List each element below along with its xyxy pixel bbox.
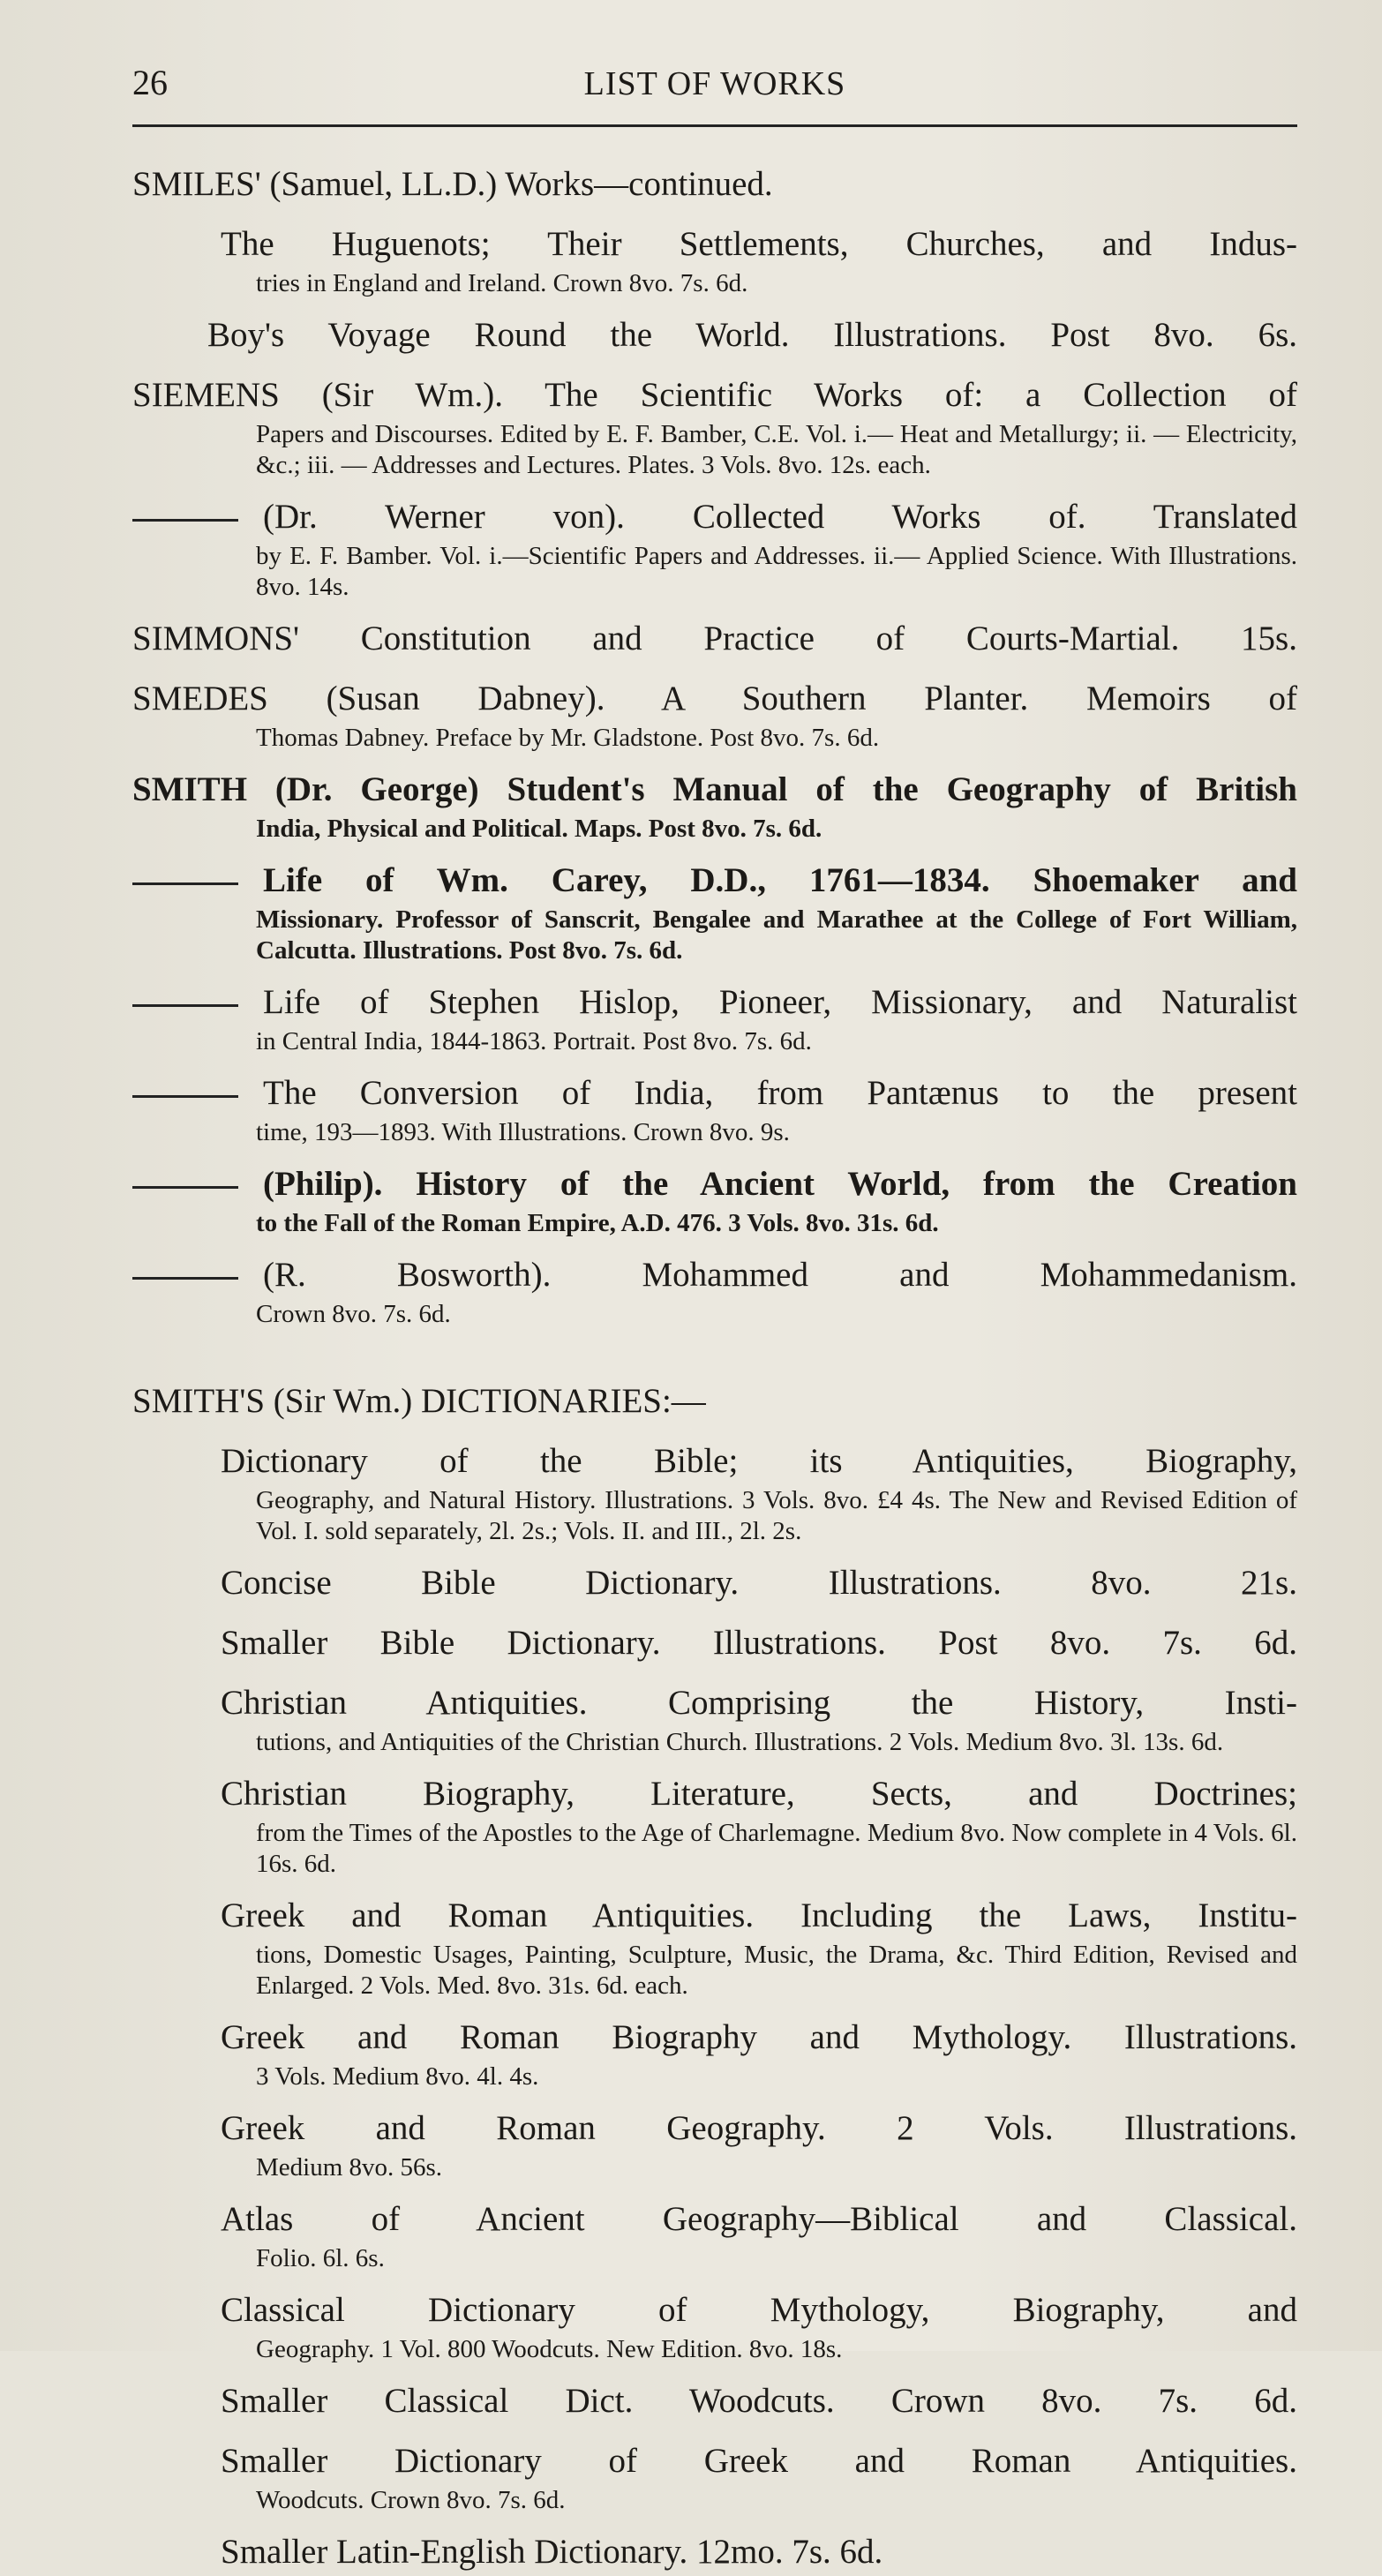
list-entry (132, 1251, 1297, 1330)
list-entry (132, 1619, 1297, 1667)
list-entry (132, 221, 1297, 299)
list-entry (132, 2105, 1297, 2183)
list-entry (132, 493, 1297, 603)
entry-heading: Boy's Voyage Round the World. Illustrations. Post 8vo. 6s. (207, 316, 1297, 354)
list-entry (132, 1770, 1297, 1880)
list-entry (132, 675, 1297, 754)
list-entry (132, 857, 1297, 966)
entry-detail: to the Fall of the Roman Empire, A.D. 476. 3 Vols. 8vo. 31s. 6d. (256, 1209, 939, 1237)
entry-heading: SIMMONS' Constitution and Practice of Courts-Martial. 15s. (132, 620, 1297, 657)
entry-heading (132, 1251, 1297, 1299)
entry-heading-text: (R. Bosworth). Mohammed and Mohammedanism. (263, 1256, 1297, 1294)
entry-heading (132, 1070, 1297, 1117)
list-entry (132, 615, 1297, 663)
list-entry (132, 1070, 1297, 1148)
entry-heading: Smaller Dictionary of Greek and Roman Antiquities. (221, 2442, 1297, 2480)
entry-detail: tutions, and Antiquities of the Christian Church. Illustrations. 2 Vols. Medium 8vo. 3l. 13s. 6d. (256, 1728, 1224, 1756)
list-entry (132, 2528, 1297, 2576)
entry-detail: Woodcuts. Crown 8vo. 7s. 6d. (256, 2486, 566, 2514)
entry-heading: Smaller Bible Dictionary. Illustrations. Post 8vo. 7s. 6d. (221, 1624, 1297, 1662)
entry-heading: Concise Bible Dictionary. Illustrations. 8vo. 21s. (221, 1564, 1297, 1602)
entry-detail: India, Physical and Political. Maps. Post 8vo. 7s. 6d. (256, 815, 822, 843)
entry-detail: 3 Vols. Medium 8vo. 4l. 4s. (256, 2062, 539, 2091)
ditto-dash (132, 519, 238, 522)
entry-detail: tions, Domestic Usages, Painting, Sculpture, Music, the Drama, &c. Third Edition, Revised and Enlarged. 2 Vols. Med. 8vo. 31s. 6d. each. (256, 1941, 1297, 2000)
list-entry (132, 1679, 1297, 1758)
list-entry (132, 979, 1297, 1057)
entry-detail: Crown 8vo. 7s. 6d. (256, 1300, 451, 1328)
ditto-dash (132, 1095, 238, 1098)
list-entry (132, 1892, 1297, 2001)
entry-heading: Atlas of Ancient Geography—Biblical and Classical. (221, 2200, 1297, 2238)
list-entry (132, 161, 1297, 208)
page-number: 26 (132, 63, 168, 102)
entry-heading: Smaller Classical Dict. Woodcuts. Crown 8vo. 7s. 6d. (221, 2382, 1297, 2420)
section-gap (132, 1342, 1297, 1378)
entry-heading: SMILES' (Samuel, LL.D.) Works—continued. (132, 165, 773, 203)
entry-detail: Geography. 1 Vol. 800 Woodcuts. New Edition. 8vo. 18s. (256, 2335, 843, 2363)
entry-heading-text: The Conversion of India, from Pantænus to the present (263, 1074, 1297, 1112)
ditto-dash (132, 1186, 238, 1189)
entry-heading: Greek and Roman Antiquities. Including the Laws, Institu- (221, 1896, 1297, 1934)
entry-heading-text: (Philip). History of the Ancient World, from the Creation (263, 1165, 1297, 1203)
entry-detail: Missionary. Professor of Sanscrit, Bengalee and Marathee at the College of Fort William, Calcutta. Illustrations. Post 8vo. 7s. 6d. (256, 905, 1297, 965)
entry-detail: in Central India, 1844-1863. Portrait. Post 8vo. 7s. 6d. (256, 1027, 812, 1055)
entry-heading: The Huguenots; Their Settlements, Churches, and Indus- (221, 225, 1297, 263)
list-entry (132, 1559, 1297, 1607)
list-entry (132, 2437, 1297, 2516)
entry-heading: SMEDES (Susan Dabney). A Southern Planter. Memoirs of (132, 680, 1297, 717)
entry-heading: Greek and Roman Geography. 2 Vols. Illustrations. (221, 2109, 1297, 2147)
entry-heading: Dictionary of the Bible; its Antiquities, Biography, (221, 1442, 1297, 1480)
list-entry (132, 2377, 1297, 2425)
entry-detail: tries in England and Ireland. Crown 8vo. 7s. 6d. (256, 269, 748, 297)
entry-heading (132, 493, 1297, 541)
entry-detail: Medium 8vo. 56s. (256, 2153, 443, 2182)
ditto-dash (132, 882, 238, 885)
entry-detail: time, 193—1893. With Illustrations. Crown 8vo. 9s. (256, 1118, 790, 1146)
works-list (132, 161, 1297, 2576)
entry-heading: SMITH (Dr. George) Student's Manual of the Geography of British (132, 770, 1297, 808)
list-entry (132, 766, 1297, 845)
page-header (132, 62, 1297, 127)
entry-heading-text: Life of Stephen Hislop, Pioneer, Missionary, and Naturalist (263, 983, 1297, 1021)
entry-heading: Greek and Roman Biography and Mythology. Illustrations. (221, 2018, 1297, 2056)
entry-detail: by E. F. Bamber. Vol. i.—Scientific Papers and Addresses. ii.— Applied Science. With Illustrations. 8vo. 14s. (256, 542, 1297, 601)
entry-heading-text: (Dr. Werner von). Collected Works of. Translated (263, 498, 1297, 536)
entry-heading (132, 857, 1297, 905)
list-entry (132, 372, 1297, 481)
entry-heading: SMITH'S (Sir Wm.) DICTIONARIES:— (132, 1382, 706, 1420)
list-entry (132, 1378, 1297, 1425)
list-entry (132, 2014, 1297, 2092)
entry-heading (132, 1160, 1297, 1208)
entry-heading: SIEMENS (Sir Wm.). The Scientific Works of: a Collection of (132, 376, 1297, 414)
list-entry (132, 312, 1297, 359)
list-entry (132, 1160, 1297, 1239)
list-entry (132, 2196, 1297, 2274)
ditto-dash (132, 1004, 238, 1007)
list-entry (132, 1438, 1297, 1547)
ditto-dash (132, 1277, 238, 1280)
list-entry (132, 2287, 1297, 2365)
entry-detail: from the Times of the Apostles to the Age of Charlemagne. Medium 8vo. Now complete in 4 Vols. 6l. 16s. 6d. (256, 1819, 1297, 1878)
entry-heading: Christian Biography, Literature, Sects, and Doctrines; (221, 1775, 1297, 1813)
entry-heading: Smaller Latin-English Dictionary. 12mo. 7s. 6d. (221, 2533, 883, 2571)
page-title: LIST OF WORKS (583, 65, 846, 102)
entry-detail: Thomas Dabney. Preface by Mr. Gladstone. Post 8vo. 7s. 6d. (256, 724, 880, 752)
entry-detail: Papers and Discourses. Edited by E. F. Bamber, C.E. Vol. i.— Heat and Metallurgy; ii. — Electricity, &c.; iii. — Addresses and Lectures. Plates. 3 Vols. 8vo. 12s. each. (256, 420, 1297, 479)
entry-detail: Folio. 6l. 6s. (256, 2244, 385, 2272)
entry-heading-text: Life of Wm. Carey, D.D., 1761—1834. Shoemaker and (263, 861, 1297, 899)
entry-heading (132, 979, 1297, 1026)
entry-detail: Geography, and Natural History. Illustrations. 3 Vols. 8vo. £4 4s. The New and Revised Edition of Vol. I. sold separately, 2l. 2s.; Vols. II. and III., 2l. 2s. (256, 1486, 1297, 1545)
entry-heading: Christian Antiquities. Comprising the History, Insti- (221, 1684, 1297, 1722)
entry-heading: Classical Dictionary of Mythology, Biography, and (221, 2291, 1297, 2329)
